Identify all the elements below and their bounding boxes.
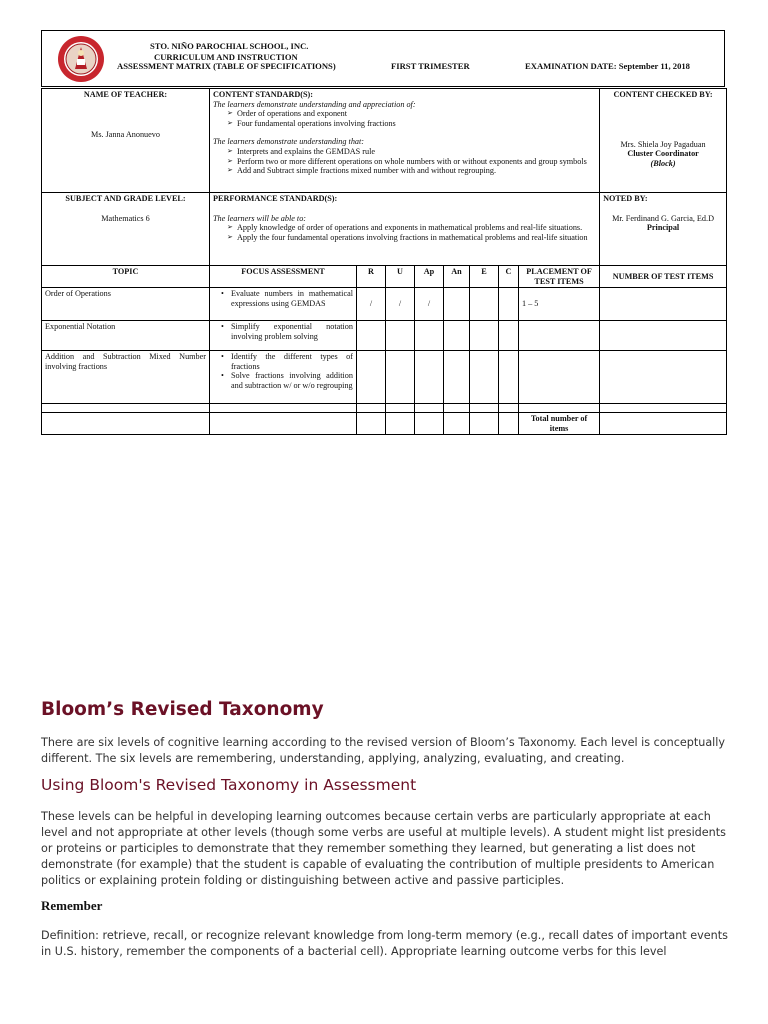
column-header-row [42, 266, 727, 288]
noted-by-title: Principal [646, 223, 680, 233]
list-item: ➢ Add and Subtract simple fractions mixed number with and without regrouping. [227, 166, 596, 176]
col-topic: TOPIC [42, 266, 210, 288]
list-item: ➢ Interprets and explains the GEMDAS rule [227, 147, 596, 157]
subject-row [42, 193, 727, 266]
table-row [42, 404, 727, 413]
noted-by-name: Mr. Ferdinand G. Garcia, Ed.D [612, 213, 714, 223]
topic-cell: Addition and Subtraction Mixed Number involving fractions [42, 351, 210, 404]
article-paragraph: These levels can be helpful in developing learning outcomes because certain verbs are particularly appropriate at each level and not appropriate at other levels (though some verbs are useful at multiple levels). A student might list presidents or proteins or participles to demonstrate that they remember something they learned, but generating a list does not demonstrate (for example) that the student is capable of evaluating the contribution of multiple presidents to American politics or explaining protein folding or distinguishing between active and passive participles. [41, 810, 726, 887]
mark-u: / [386, 288, 415, 321]
school-name: STO. NIÑO PAROCHIAL SCHOOL, INC. [150, 41, 309, 51]
content-list-2 [213, 147, 596, 176]
checked-by-title: Cluster Coordinator [627, 149, 699, 159]
list-item: ➢ Order of operations and exponent [227, 109, 596, 119]
article-title: Bloom’s Revised Taxonomy [41, 699, 324, 720]
mark-an [444, 288, 470, 321]
col-an: An [444, 266, 470, 288]
col-number: NUMBER OF TEST ITEMS [600, 266, 727, 288]
topic-cell: Order of Operations [42, 288, 210, 321]
content-standard-label: CONTENT STANDARD(S): [213, 90, 314, 99]
col-c: C [499, 266, 519, 288]
mark-r: / [357, 288, 386, 321]
total-row [42, 413, 727, 435]
performance-list [213, 223, 596, 242]
school-seal-icon [57, 35, 105, 83]
table-row [42, 321, 727, 351]
total-value-cell [600, 413, 727, 435]
checked-by-name: Mrs. Shiela Joy Pagaduan [620, 139, 706, 149]
topic-cell: Exponential Notation [42, 321, 210, 351]
teacher-row [42, 89, 727, 193]
mark-e [470, 288, 499, 321]
mark-c [499, 288, 519, 321]
checked-by-note: (Block) [650, 158, 676, 168]
table-row [42, 351, 727, 404]
list-item: ➢ Four fundamental operations involving fractions [227, 119, 596, 129]
definition-paragraph: Definition: retrieve, recall, or recognize relevant knowledge from long-term memory (e.g., recall dates of important events in U.S. history, remember the components of a bacterial cell). Appropriate learning outcome verbs for this level [41, 929, 728, 958]
teacher-cell [42, 89, 210, 193]
exam-date: EXAMINATION DATE: September 11, 2018 [525, 61, 690, 71]
noted-by-label: NOTED BY: [603, 194, 648, 203]
article-subtitle: Using Bloom's Revised Taxonomy in Assessment [41, 776, 417, 794]
list-item: • Evaluate numbers in mathematical expressions using GEMDAS [221, 289, 353, 308]
col-u: U [386, 266, 415, 288]
subject-label: SUBJECT AND GRADE LEVEL: [65, 194, 186, 203]
list-item: • Simplify exponential notation involving problem solving [221, 322, 353, 341]
list-item: • Solve fractions involving addition and subtraction w/ or w/o regrouping [221, 371, 353, 390]
term-label: FIRST TRIMESTER [391, 61, 470, 71]
checked-by-label: CONTENT CHECKED BY: [613, 90, 713, 99]
content-list-1 [213, 109, 596, 128]
department-name: CURRICULUM AND INSTRUCTION [154, 52, 298, 62]
placement-cell: 1 – 5 [519, 288, 600, 321]
mark-ap: / [415, 288, 444, 321]
noted-by-cell [600, 193, 727, 266]
content-intro-2: The learners demonstrate understanding that: [213, 137, 365, 147]
col-e: E [470, 266, 499, 288]
subject-cell [42, 193, 210, 266]
teacher-label: NAME OF TEACHER: [83, 90, 168, 99]
col-placement: PLACEMENT OF TEST ITEMS [519, 266, 600, 288]
col-ap: Ap [415, 266, 444, 288]
checked-by-cell [600, 89, 727, 193]
article-intro: There are six levels of cognitive learning according to the revised version of Bloom’s Taxonomy. Each level is conceptually different. The six levels are remembering, understanding, applying, analyzing, evaluating, and creating. [41, 736, 726, 765]
focus-cell [210, 321, 357, 351]
content-intro-1: The learners demonstrate understanding and appreciation of: [213, 99, 416, 109]
performance-standard-label: PERFORMANCE STANDARD(S): [213, 194, 338, 203]
content-standard-cell [210, 89, 600, 193]
assessment-matrix [41, 88, 727, 435]
col-focus: FOCUS ASSESSMENT [210, 266, 357, 288]
document-title: ASSESSMENT MATRIX (TABLE OF SPECIFICATIONS) [117, 61, 336, 71]
list-item: ➢ Perform two or more different operations on whole numbers with or without exponents and group symbols [227, 157, 596, 167]
subject-value: Mathematics 6 [101, 213, 150, 223]
number-cell [600, 288, 727, 321]
col-r: R [357, 266, 386, 288]
teacher-name: Ms. Janna Anonuevo [91, 129, 160, 139]
list-item: ➢ Apply the four fundamental operations involving fractions in mathematical problems and real-life situation [227, 233, 596, 243]
list-item: ➢ Apply knowledge of order of operations and exponents in mathematical problems and real-life situations. [227, 223, 596, 233]
list-item: • Identify the different types of fractions [221, 352, 353, 371]
document-header [41, 30, 725, 87]
section-heading: Remember [41, 898, 103, 913]
focus-cell [210, 288, 357, 321]
table-row [42, 288, 727, 321]
performance-standard-cell [210, 193, 600, 266]
performance-intro: The learners will be able to: [213, 213, 307, 223]
total-label: Total number of items [519, 413, 600, 435]
focus-cell [210, 351, 357, 404]
